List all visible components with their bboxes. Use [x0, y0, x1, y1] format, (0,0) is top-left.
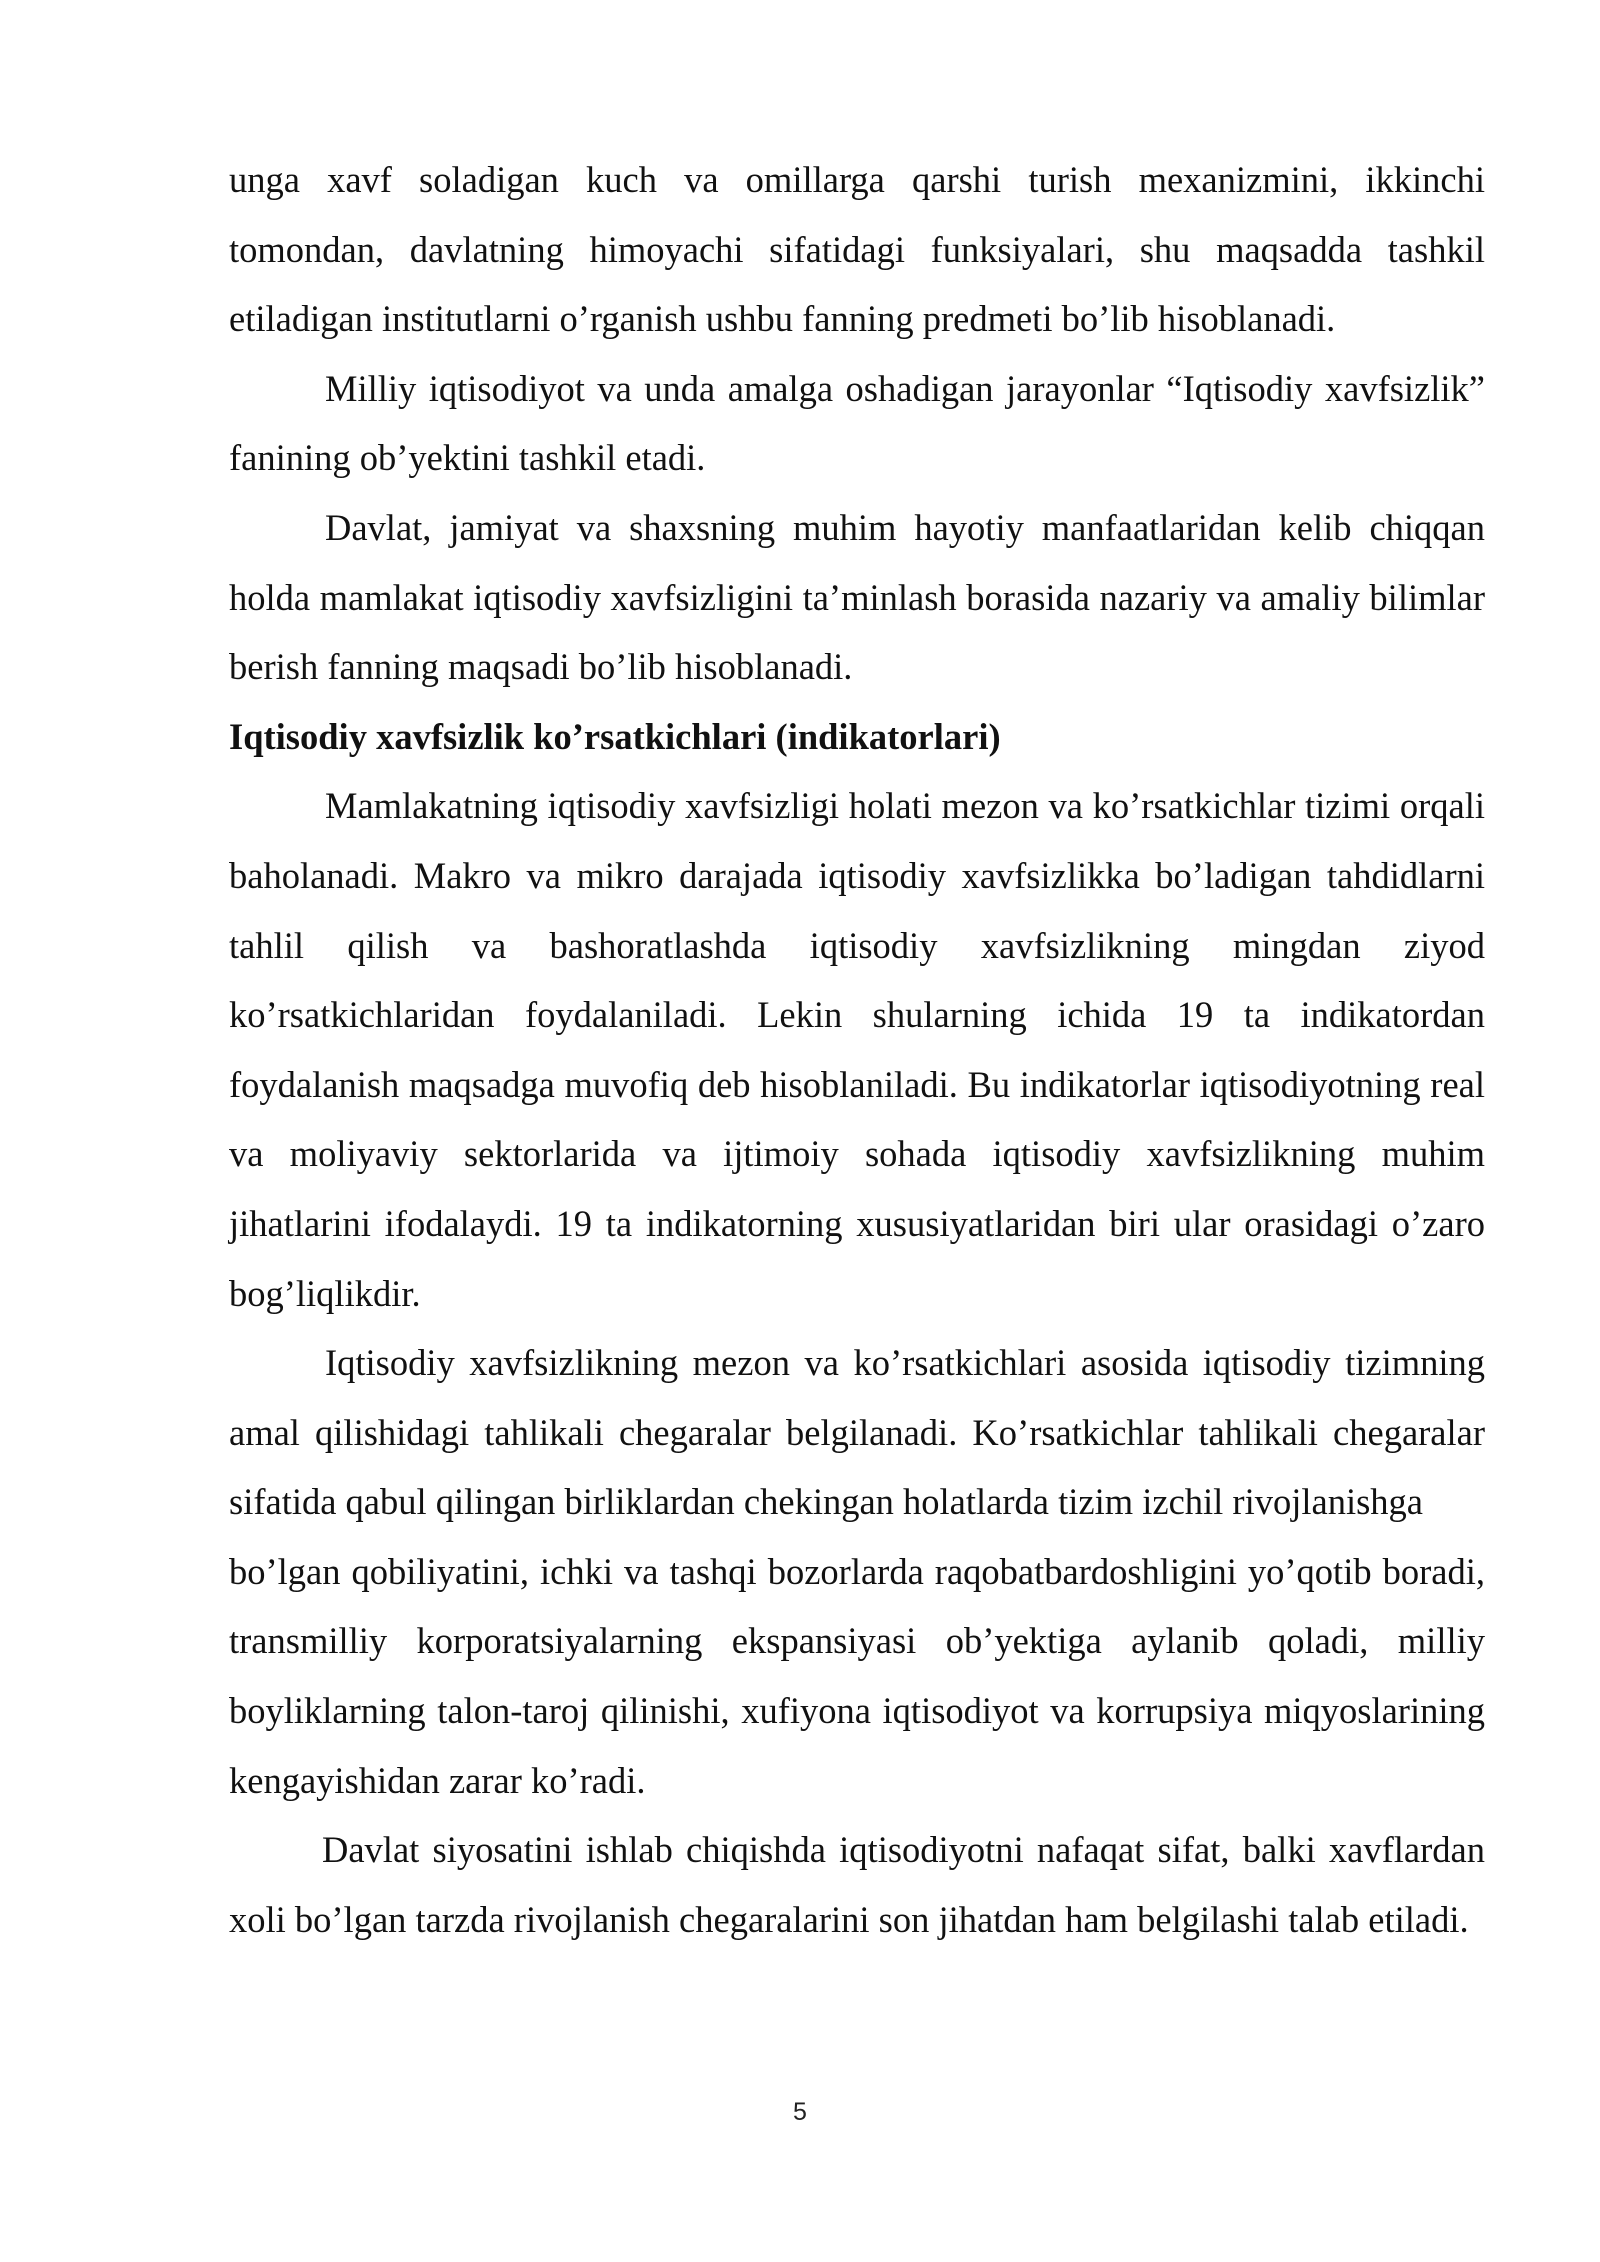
section-heading: Iqtisodiy xavfsizlik ko’rsatkichlari (indikatorlari) [229, 715, 1001, 757]
paragraph-5: Iqtisodiy xavfsizlikning mezon va ko’rsatkichlari asosida iqtisodiy tizimning amal qilishidagi tahlikali chegaralar belgilanadi. Ko’rsatkichlar tahlikali chegaralar sifatida qabul qilingan birliklardan chekingan holatlarda tizim izchil rivojlanishga [229, 1342, 1485, 1523]
paragraph-2: Milliy iqtisodiyot va unda amalga oshadigan jarayonlar “Iqtisodiy xavfsizlik” fanining ob’yektini tashkil etadi. [229, 367, 1485, 479]
document-page [229, 145, 1485, 1954]
paragraph-4: Mamlakatning iqtisodiy xavfsizligi holati mezon va ko’rsatkichlar tizimi orqali baholanadi. Makro va mikro darajada iqtisodiy xavfsizlikka bo’ladigan tahdidlarni tahlil qilish va bashoratlashda iqtisodiy xavfsizlikning mingdan ziyod ko’rsatkichlaridan foydalaniladi. Lekin shularning ichida 19 ta indikatordan foydalanish maqsadga muvofiq deb hisoblaniladi. Bu indikatorlar iqtisodiyotning real va moliyaviy sektorlarida va ijtimoiy sohada iqtisodiy xavfsizlikning muhim jihatlarini ifodalaydi. 19 ta indikatorning xususiyatlaridan biri ular orasidagi o’zaro bog’liqlikdir. [229, 785, 1485, 1314]
paragraph-1: unga xavf soladigan kuch va omillarga qarshi turish mexanizmini, ikkinchi tomondan, davlatning himoyachi sifatidagi funksiyalari, shu maqsadda tashkil etiladigan institutlarni o’rganish ushbu fanning predmeti bo’lib hisoblanadi. [229, 159, 1485, 340]
page-number: 5 [793, 2098, 807, 2126]
paragraph-3: Davlat, jamiyat va shaxsning muhim hayotiy manfaatlaridan kelib chiqqan holda mamlakat iqtisodiy xavfsizligini ta’minlash borasida nazariy va amaliy bilimlar berish fanning maqsadi bo’lib hisoblanadi. [229, 506, 1485, 688]
paragraph-7: Davlat siyosatini ishlab chiqishda iqtisodiyotni nafaqat sifat, balki xavflardan xoli bo’lgan tarzda rivojlanish chegaralarini son jihatdan ham belgilashi talab etiladi. [229, 1829, 1485, 1940]
paragraph-6: bo’lgan qobiliyatini, ichki va tashqi bozorlarda raqobatbardoshligini yo’qotib boradi, transmilliy korporatsiyalarning ekspansiyasi ob’yektiga aylanib qoladi, milliy boyliklarning talon-taroj qilinishi, xufiyona iqtisodiyot va korrupsiya miqyoslarining kengayishidan zarar ko’radi. [229, 1550, 1485, 1801]
